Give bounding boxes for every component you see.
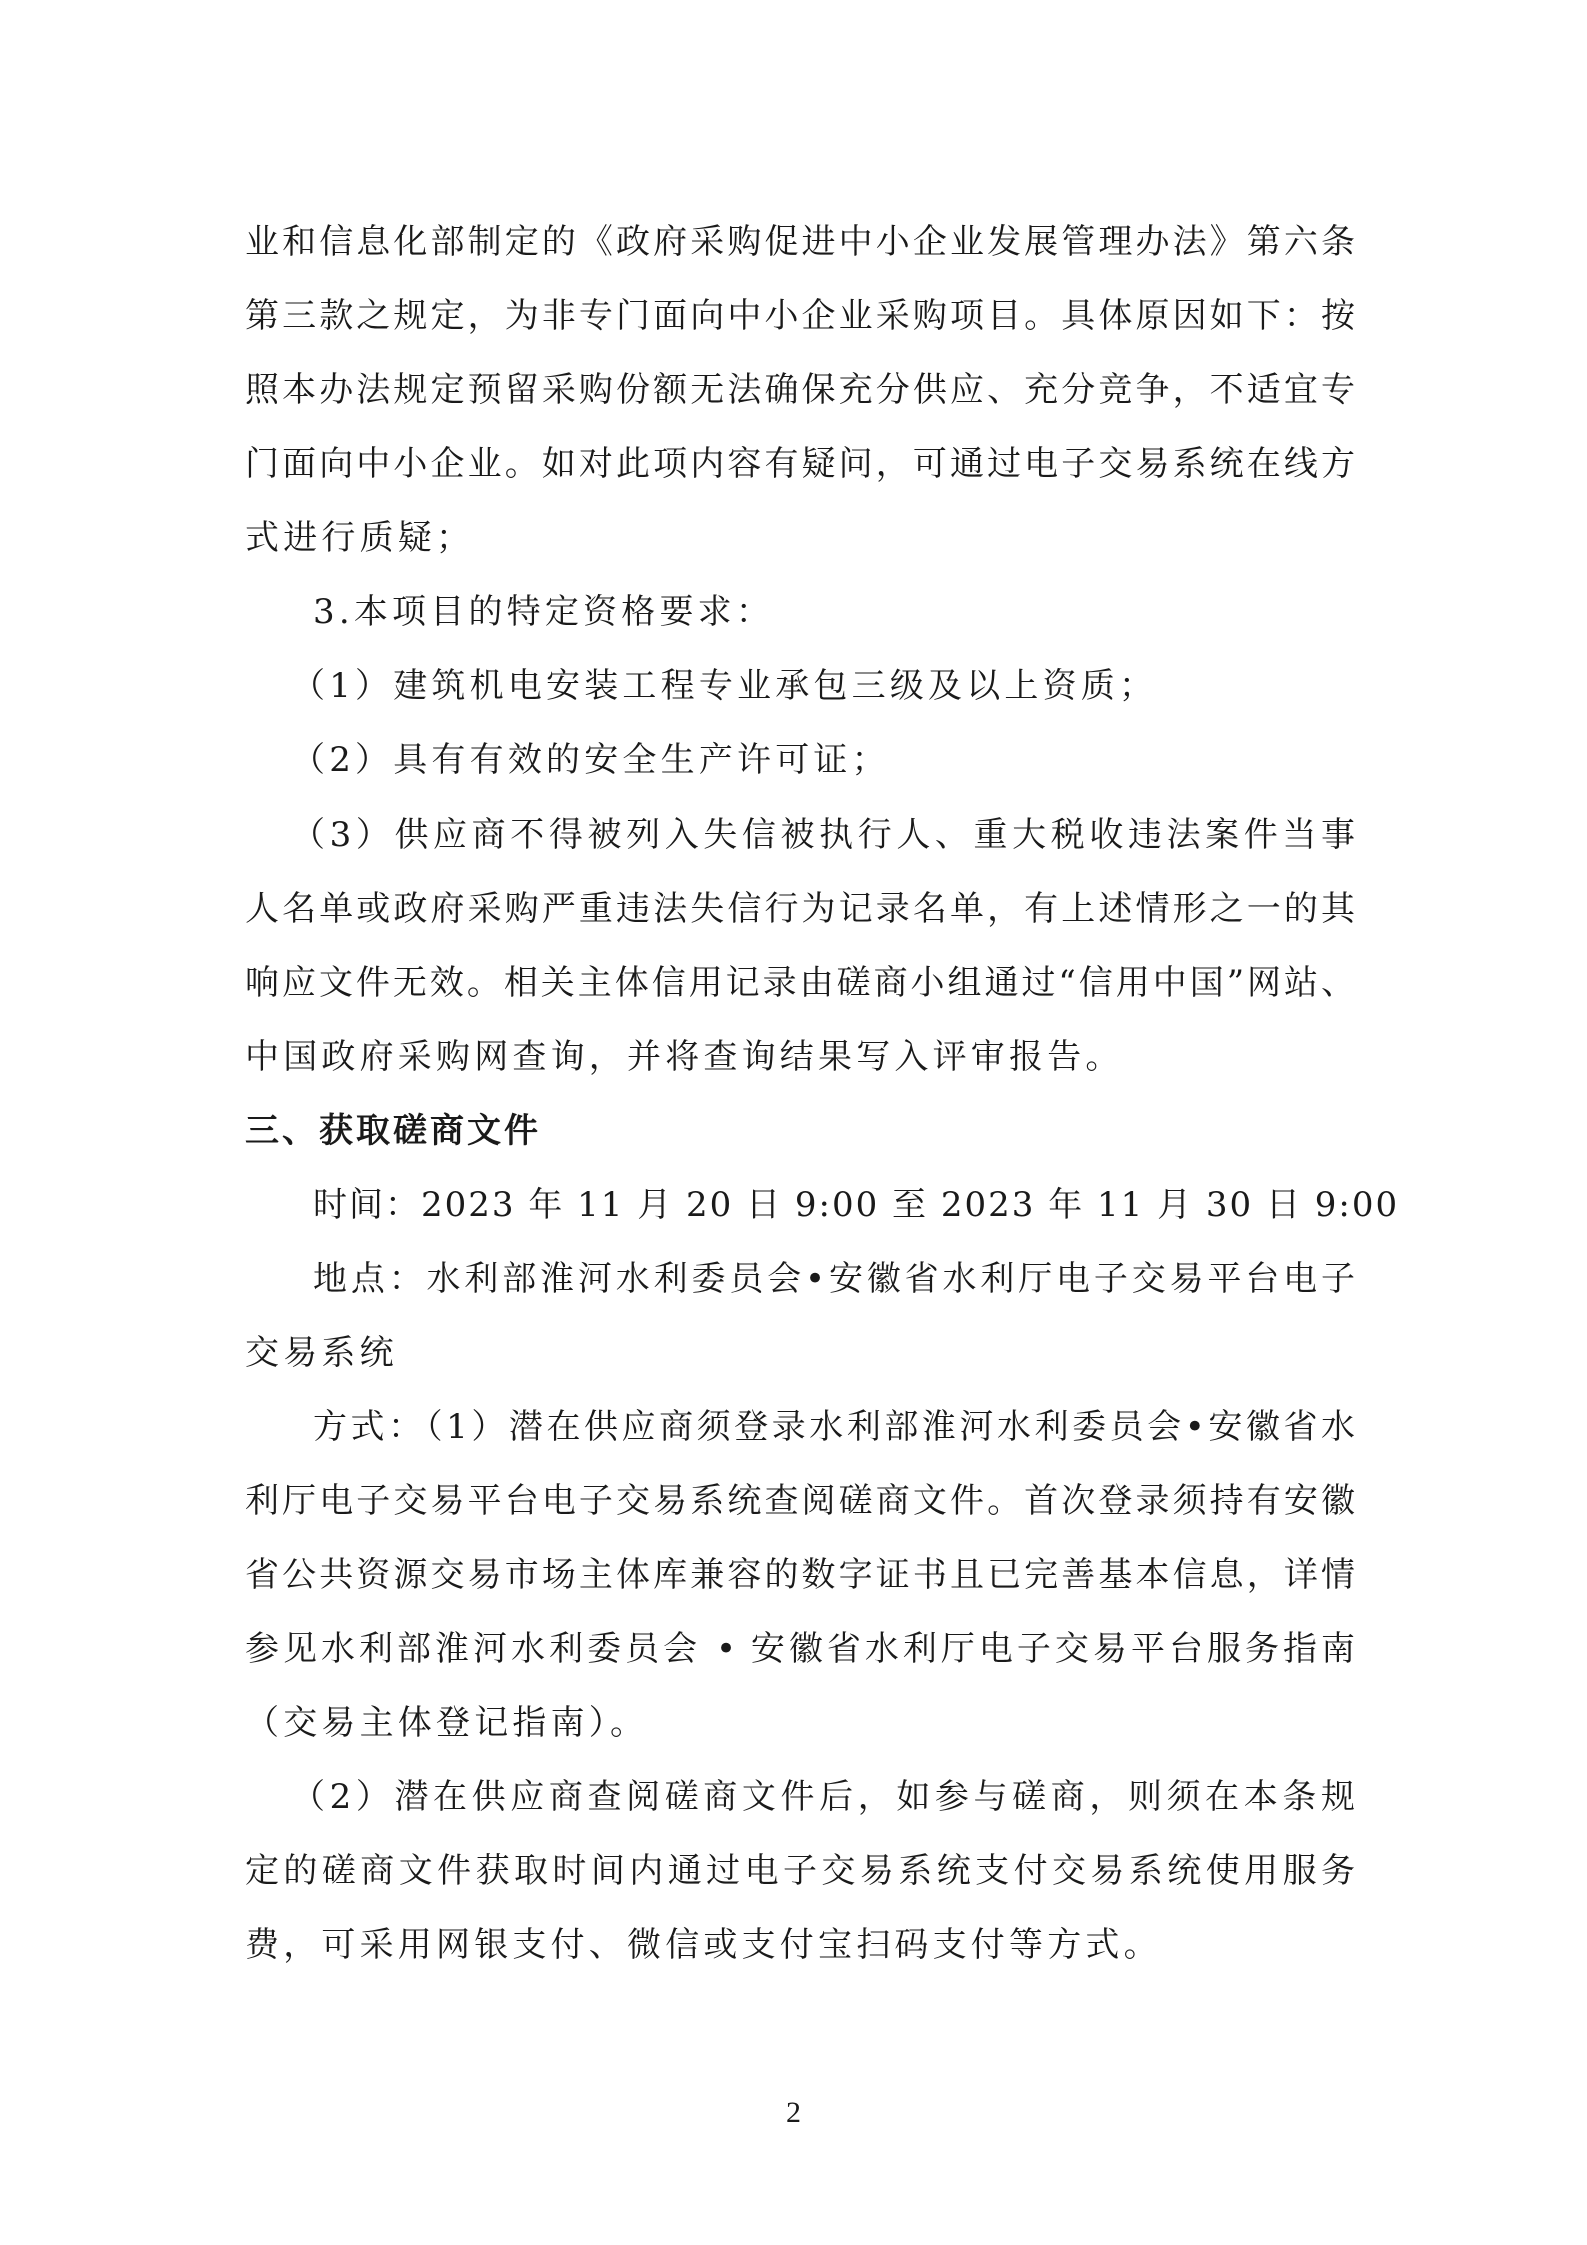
acquisition-place-line-2: 交易系统 xyxy=(245,1333,398,1373)
qualification-item-3-line-1: （3）供应商不得被列入失信被执行人、重大税收违法案件当事 xyxy=(291,815,1355,855)
acquisition-place-line-1: 地点：水利部淮河水利委员会•安徽省水利厅电子交易平台电子 xyxy=(313,1259,1355,1299)
qualification-title: 3.本项目的特定资格要求： xyxy=(313,592,775,632)
section-heading: 三、获取磋商文件 xyxy=(245,1111,541,1151)
acquisition-time: 时间：2023 年 11 月 20 日 9:00 至 2023 年 11 月 30 日 9:00 xyxy=(313,1185,1400,1225)
method-2-line-3: 费，可采用网银支付、微信或支付宝扫码支付等方式。 xyxy=(245,1925,1162,1965)
method-1-line-4: 参见水利部淮河水利委员会 • 安徽省水利厅电子交易平台服务指南 xyxy=(245,1629,1355,1669)
qualification-item-3-line-3: 响应文件无效。相关主体信用记录由磋商小组通过“信用中国”网站、 xyxy=(245,963,1355,1003)
method-2-line-2: 定的磋商文件获取时间内通过电子交易系统支付交易系统使用服务 xyxy=(245,1851,1355,1891)
method-1-line-1: 方式：（1）潜在供应商须登录水利部淮河水利委员会•安徽省水 xyxy=(313,1407,1355,1447)
method-1-line-5: （交易主体登记指南）。 xyxy=(245,1703,649,1743)
method-1-line-3: 省公共资源交易市场主体库兼容的数字证书且已完善基本信息，详情 xyxy=(245,1555,1355,1595)
reason-line-5: 式进行质疑； xyxy=(245,518,475,558)
qualification-item-1: （1）建筑机电安装工程专业承包三级及以上资质； xyxy=(291,666,1158,706)
method-1-line-2: 利厅电子交易平台电子交易系统查阅磋商文件。首次登录须持有安徽 xyxy=(245,1481,1355,1521)
qualification-item-2: （2）具有有效的安全生产许可证； xyxy=(291,740,890,780)
reason-line-1: 业和信息化部制定的《政府采购促进中小企业发展管理办法》第六条 xyxy=(245,222,1355,262)
method-2-line-1: （2）潜在供应商查阅磋商文件后，如参与磋商，则须在本条规 xyxy=(291,1777,1355,1817)
reason-line-3: 照本办法规定预留采购份额无法确保充分供应、充分竞争，不适宜专 xyxy=(245,370,1355,410)
qualification-item-3-line-2: 人名单或政府采购严重违法失信行为记录名单，有上述情形之一的其 xyxy=(245,889,1355,929)
reason-line-4: 门面向中小企业。如对此项内容有疑问，可通过电子交易系统在线方 xyxy=(245,444,1355,484)
qualification-item-3-line-4: 中国政府采购网查询，并将查询结果写入评审报告。 xyxy=(245,1037,1124,1077)
reason-line-2: 第三款之规定，为非专门面向中小企业采购项目。具体原因如下：按 xyxy=(245,296,1355,336)
page-number: 2 xyxy=(786,2096,801,2129)
